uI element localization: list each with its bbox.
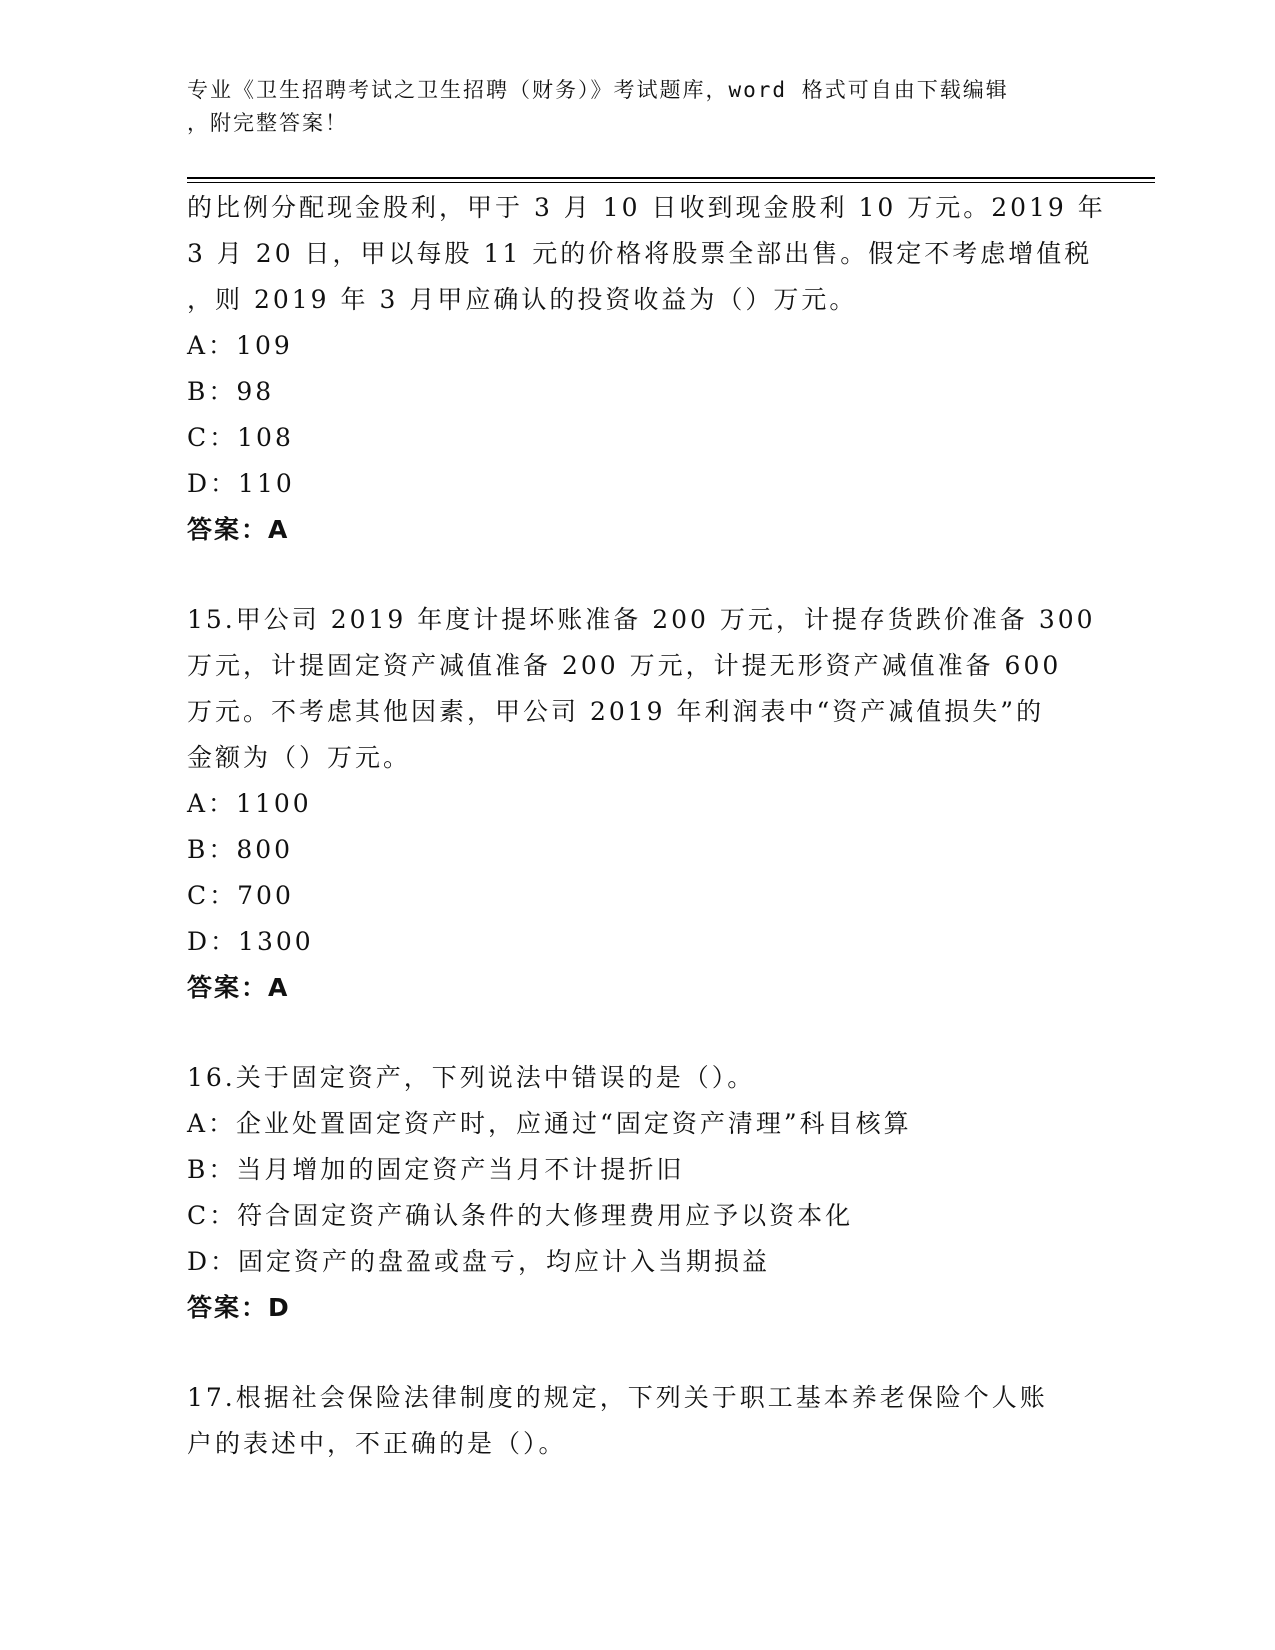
option-c: C：700 bbox=[187, 881, 294, 910]
option-b: B：800 bbox=[187, 835, 294, 864]
answer-label: 答案：D bbox=[187, 1293, 291, 1322]
answer-label: 答案：A bbox=[187, 515, 290, 544]
option-d: D：固定资产的盘盈或盘亏，均应计入当期损益 bbox=[187, 1247, 771, 1276]
option-b: B：98 bbox=[187, 377, 275, 406]
question-15 bbox=[187, 597, 1096, 1011]
option-a: A：企业处置固定资产时，应通过“固定资产清理”科目核算 bbox=[187, 1109, 912, 1138]
option-c: C：108 bbox=[187, 423, 294, 452]
answer-label: 答案：A bbox=[187, 973, 290, 1002]
option-d: D：110 bbox=[187, 469, 295, 498]
question-stem-line: 17.根据社会保险法律制度的规定，下列关于职工基本养老保险个人账 bbox=[187, 1383, 1048, 1412]
question-stem-line: 3 月 20 日，甲以每股 11 元的价格将股票全部出售。假定不考虑增值税 bbox=[187, 239, 1093, 268]
option-a: A：109 bbox=[187, 331, 293, 360]
header-rule-thin bbox=[187, 182, 1155, 183]
question-list bbox=[187, 185, 1106, 1467]
option-a: A：1100 bbox=[187, 789, 312, 818]
question-stem-line: 15.甲公司 2019 年度计提坏账准备 200 万元，计提存货跌价准备 300 bbox=[187, 605, 1096, 634]
question-stem-line: ，则 2019 年 3 月甲应确认的投资收益为（）万元。 bbox=[187, 285, 858, 314]
header-line: ，附完整答案！ bbox=[187, 111, 348, 135]
question-14 bbox=[187, 185, 1106, 553]
question-stem-line: 万元。不考虑其他因素，甲公司 2019 年利润表中“资产减值损失”的 bbox=[187, 697, 1045, 726]
question-stem-line: 户的表述中，不正确的是（）。 bbox=[187, 1429, 567, 1458]
question-stem-line: 的比例分配现金股利，甲于 3 月 10 日收到现金股利 10 万元。2019 年 bbox=[187, 193, 1106, 222]
spacer bbox=[187, 553, 1087, 597]
question-stem-line: 万元，计提固定资产减值准备 200 万元，计提无形资产减值准备 600 bbox=[187, 651, 1062, 680]
option-b: B：当月增加的固定资产当月不计提折旧 bbox=[187, 1155, 685, 1184]
document-header bbox=[187, 74, 1067, 140]
question-stem-line: 16.关于固定资产，下列说法中错误的是（）。 bbox=[187, 1063, 756, 1092]
header-rule bbox=[187, 177, 1155, 179]
spacer bbox=[187, 1011, 1087, 1055]
question-stem-line: 金额为（）万元。 bbox=[187, 743, 412, 772]
option-d: D：1300 bbox=[187, 927, 314, 956]
question-16 bbox=[187, 1055, 1087, 1331]
option-c: C：符合固定资产确认条件的大修理费用应予以资本化 bbox=[187, 1201, 854, 1230]
question-17 bbox=[187, 1375, 1087, 1467]
header-line: 专业《卫生招聘考试之卫生招聘（财务）》考试题库，word 格式可自由下载编辑 bbox=[187, 78, 1009, 102]
spacer bbox=[187, 1331, 1087, 1375]
